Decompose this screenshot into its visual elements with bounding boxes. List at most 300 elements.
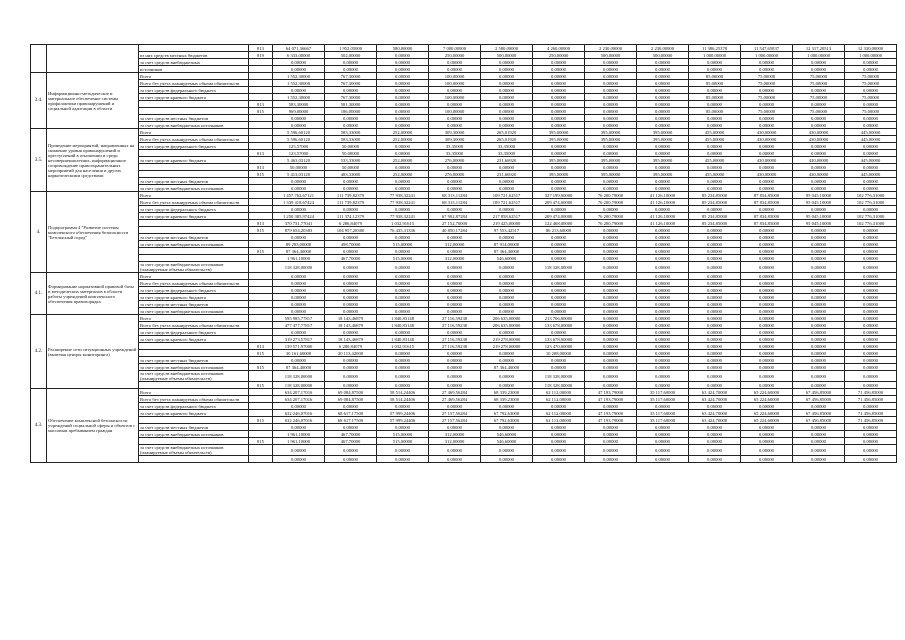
table-row — [31, 322, 897, 329]
amount-cell: 0,00000 — [325, 403, 377, 410]
amount-cell: 0,00000 — [585, 273, 637, 280]
amount-cell: 0,00000 — [689, 185, 741, 192]
budget-code-cell — [249, 357, 273, 364]
amount-cell: 0,00000 — [689, 280, 741, 287]
amount-cell: 0,00000 — [741, 262, 793, 273]
amount-cell: 0,00000 — [689, 371, 741, 382]
table-row — [31, 136, 897, 143]
amount-cell: 0,00000 — [533, 438, 585, 445]
table-row — [31, 417, 897, 424]
amount-cell: 0,00000 — [793, 185, 845, 192]
amount-cell: 0,00000 — [533, 403, 585, 410]
funding-source-cell: Всего — [139, 192, 249, 199]
amount-cell: 0,00000 — [533, 329, 585, 336]
amount-cell: 0,00000 — [793, 164, 845, 171]
amount-cell: 63 424,70000 — [689, 396, 741, 403]
amount-cell: 0,00000 — [481, 350, 533, 357]
amount-cell: 879 654,20383 — [273, 227, 325, 234]
amount-cell: 0,00000 — [793, 371, 845, 382]
budget-code-cell — [249, 329, 273, 336]
amount-cell: 0,00000 — [585, 87, 637, 94]
amount-cell: 312,00000 — [429, 438, 481, 445]
amount-cell: 0,00000 — [741, 241, 793, 248]
amount-cell: 0,00000 — [429, 424, 481, 431]
amount-cell: 467,70000 — [325, 255, 377, 262]
amount-cell: 0,00000 — [741, 280, 793, 287]
amount-cell: 1 457 762,67121 — [273, 192, 325, 199]
amount-cell: 47 193,79000 — [585, 396, 637, 403]
amount-cell: 41 126,10000 — [637, 199, 689, 206]
amount-cell: 0,00000 — [845, 273, 897, 280]
amount-cell: 69 084,87500 — [325, 396, 377, 403]
amount-cell: 0,00000 — [741, 150, 793, 157]
funding-source-cell: за счет средств внебюджетных источников — [139, 185, 249, 192]
amount-cell: 395,00000 — [533, 136, 585, 143]
amount-cell: 0,00000 — [845, 178, 897, 185]
funding-source-cell — [139, 456, 249, 463]
amount-cell: 0,00000 — [793, 438, 845, 445]
amount-cell: 5 413,03120 — [273, 171, 325, 178]
amount-cell: 0,00000 — [377, 59, 429, 66]
amount-cell: 0,00000 — [481, 329, 533, 336]
amount-cell: 209 474,00000 — [533, 213, 585, 220]
amount-cell: 515,00000 — [377, 241, 429, 248]
amount-cell: 0,00000 — [793, 66, 845, 73]
amount-cell: 87 364,40000 — [273, 248, 325, 255]
funding-source-cell: за счет средств внебюджетных источников — [139, 308, 249, 315]
amount-cell: 0,00000 — [845, 150, 897, 157]
funding-source-cell: источников — [139, 66, 249, 73]
amount-cell: 122 468,00000 — [533, 220, 585, 227]
activity-name-cell: Формирование нормативной правовой базы и методических материалов в области работы учреждений комплексного обеспечения правопорядка — [47, 273, 139, 315]
amount-cell: 634 207,17016 — [273, 396, 325, 403]
amount-cell: 0,00000 — [481, 294, 533, 301]
amount-cell: 62 112,00000 — [533, 417, 585, 424]
amount-cell: 85,00000 — [689, 80, 741, 87]
funding-source-cell: за счет средств краевого бюджета — [139, 213, 249, 220]
amount-cell: 0,00000 — [481, 262, 533, 273]
amount-cell: 0,00000 — [845, 87, 897, 94]
amount-cell: 0,00000 — [741, 164, 793, 171]
table-row — [31, 424, 897, 431]
amount-cell: 0,00000 — [637, 445, 689, 456]
amount-cell: 0,00000 — [533, 445, 585, 456]
amount-cell: 0,00000 — [741, 308, 793, 315]
amount-cell: 0,00000 — [793, 262, 845, 273]
table-row — [31, 192, 897, 199]
amount-cell: 0,00000 — [377, 280, 429, 287]
amount-cell: 64 071,36667 — [273, 45, 325, 52]
amount-cell: 0,00000 — [689, 301, 741, 308]
amount-cell: 231,66920 — [481, 157, 533, 164]
amount-cell: 0,00000 — [585, 66, 637, 73]
amount-cell: 250,00000 — [533, 52, 585, 59]
amount-cell: 0,00000 — [689, 424, 741, 431]
amount-cell: 57 999,24406 — [377, 417, 429, 424]
amount-cell: 0,00000 — [325, 364, 377, 371]
amount-cell: 0,00000 — [741, 234, 793, 241]
amount-cell: 0,00000 — [637, 343, 689, 350]
amount-cell: 395,00000 — [533, 129, 585, 136]
table-row — [31, 234, 897, 241]
activity-name-cell: Проведение мероприятий, направленных на снижение уровня правонарушений и преступлений в отношении и среди несовершеннолетних, информационное сопровождение правоохранительных мероприятий для населения и других наркотическими средствами — [47, 129, 139, 192]
amount-cell: 62 112,00000 — [533, 396, 585, 403]
amount-cell: 85 234,85000 — [689, 213, 741, 220]
amount-cell: 102 776,31000 — [845, 213, 897, 220]
amount-cell: 27 469,56284 — [429, 396, 481, 403]
amount-cell: 0,00000 — [845, 371, 897, 382]
budget-code-cell — [249, 287, 273, 294]
amount-cell: 0,00000 — [637, 280, 689, 287]
amount-cell: 483,33000 — [325, 171, 377, 178]
amount-cell: 0,00000 — [429, 371, 481, 382]
funding-source-cell: за счет средств краевого бюджета — [139, 294, 249, 301]
amount-cell: 0,00000 — [793, 87, 845, 94]
amount-cell: 0,00000 — [689, 445, 741, 456]
amount-cell: 0,00000 — [377, 52, 429, 59]
amount-cell: 20 113,42000 — [325, 350, 377, 357]
funding-source-cell: за счет средств местных бюджетов — [139, 424, 249, 431]
amount-cell: 0,00000 — [637, 438, 689, 445]
amount-cell: 0,00000 — [429, 122, 481, 129]
amount-cell: 0,00000 — [741, 456, 793, 463]
amount-cell: 0,00000 — [637, 115, 689, 122]
table-row — [31, 164, 897, 171]
amount-cell: 50,00000 — [325, 164, 377, 171]
amount-cell: 0,00000 — [429, 178, 481, 185]
amount-cell: 0,00000 — [533, 115, 585, 122]
amount-cell: 58 514,24406 — [377, 396, 429, 403]
amount-cell: 58 514,24406 — [377, 389, 429, 396]
amount-cell: 0,00000 — [845, 122, 897, 129]
amount-cell: 319 273,57817 — [273, 336, 325, 343]
amount-cell: 430,00000 — [741, 136, 793, 143]
budget-code-cell — [249, 424, 273, 431]
amount-cell: 1 840,83148 — [377, 322, 429, 329]
amount-cell: 125,57000 — [273, 143, 325, 150]
amount-cell: 85,00000 — [689, 108, 741, 115]
amount-cell: 85 234,85000 — [689, 220, 741, 227]
amount-cell: 0,00000 — [689, 364, 741, 371]
amount-cell: 0,00000 — [793, 431, 845, 438]
amount-cell: 0,00000 — [793, 143, 845, 150]
budget-code-cell: 815 — [249, 382, 273, 389]
amount-cell: 1 961,10000 — [273, 438, 325, 445]
funding-source-cell: за счет средств внебюджетных источников (планируемые объемы обязательств) — [139, 262, 249, 273]
budget-code-cell — [249, 115, 273, 122]
amount-cell: 0,00000 — [741, 445, 793, 456]
amount-cell: 1 339 418,67424 — [273, 199, 325, 206]
amount-cell: 250,00000 — [429, 52, 481, 59]
amount-cell: 0,00000 — [637, 59, 689, 66]
amount-cell: 0,00000 — [585, 108, 637, 115]
amount-cell: 0,00000 — [689, 403, 741, 410]
amount-cell: 0,00000 — [637, 248, 689, 255]
amount-cell: 445,00000 — [845, 136, 897, 143]
amount-cell: 0,00000 — [325, 185, 377, 192]
table-row — [31, 431, 897, 438]
amount-cell: 63 424,70000 — [689, 417, 741, 424]
table-row — [31, 371, 897, 382]
funding-source-cell: за счет средств внебюджетных источников — [139, 122, 249, 129]
amount-cell: 0,00000 — [741, 438, 793, 445]
amount-cell: 0,00000 — [741, 206, 793, 213]
budget-code-cell — [249, 280, 273, 287]
amount-cell: 546,60000 — [481, 438, 533, 445]
amount-cell: 133 678,00000 — [533, 322, 585, 329]
amount-cell: 0,00000 — [793, 315, 845, 322]
amount-cell: 0,00000 — [585, 185, 637, 192]
amount-cell: 0,00000 — [325, 371, 377, 382]
amount-cell: 118 328,00000 — [273, 382, 325, 389]
amount-cell: 0,00000 — [845, 350, 897, 357]
amount-cell: 0,00000 — [533, 185, 585, 192]
amount-cell: 0,00000 — [377, 329, 429, 336]
amount-cell: 0,00000 — [429, 66, 481, 73]
amount-cell: 0,00000 — [689, 357, 741, 364]
table-row — [31, 115, 897, 122]
amount-cell: 0,00000 — [637, 273, 689, 280]
amount-cell: 0,00000 — [637, 206, 689, 213]
amount-cell: 75,00000 — [845, 80, 897, 87]
amount-cell: 0,00000 — [377, 301, 429, 308]
amount-cell: 1 000,00000 — [741, 52, 793, 59]
amount-cell: 231,66920 — [481, 171, 533, 178]
amount-cell: 27 157,56284 — [429, 417, 481, 424]
amount-cell: 395,00000 — [585, 136, 637, 143]
funding-source-cell: за счет средств федерального бюджета — [139, 329, 249, 336]
amount-cell: 109 721,62517 — [481, 192, 533, 199]
amount-cell: 219 425,00000 — [481, 220, 533, 227]
amount-cell: 87 364,40000 — [481, 248, 533, 255]
amount-cell: 0,00000 — [377, 164, 429, 171]
amount-cell: 0,00000 — [429, 248, 481, 255]
funding-source-cell: за счет средств федерального бюджета — [139, 87, 249, 94]
amount-cell: 65 224,60000 — [741, 389, 793, 396]
amount-cell: 632 246,07016 — [273, 410, 325, 417]
amount-cell: 0,00000 — [689, 178, 741, 185]
amount-cell: 455,00000 — [689, 157, 741, 164]
amount-cell: 0,00000 — [689, 227, 741, 234]
amount-cell: 583,33000 — [325, 136, 377, 143]
amount-cell: 86 213,60000 — [533, 227, 585, 234]
amount-cell: 0,00000 — [325, 122, 377, 129]
amount-cell: 0,00000 — [689, 262, 741, 273]
table-row — [31, 308, 897, 315]
amount-cell: 0,00000 — [533, 80, 585, 87]
amount-cell: 62 112,00000 — [533, 410, 585, 417]
budget-code-cell — [249, 157, 273, 164]
amount-cell: 0,00000 — [429, 206, 481, 213]
amount-cell: 0,00000 — [273, 122, 325, 129]
amount-cell: 0,00000 — [481, 371, 533, 382]
amount-cell: 75,00000 — [845, 73, 897, 80]
amount-cell: 0,00000 — [637, 336, 689, 343]
amount-cell: 75,00000 — [793, 108, 845, 115]
funding-source-cell: из них средств местных бюджетов — [139, 52, 249, 59]
budget-code-cell — [249, 192, 273, 199]
amount-cell: 0,00000 — [585, 241, 637, 248]
amount-cell: 0,00000 — [585, 343, 637, 350]
table-row — [31, 255, 897, 262]
amount-cell: 0,00000 — [481, 87, 533, 94]
amount-cell: 75,00000 — [845, 108, 897, 115]
budget-code-cell: 815 — [249, 227, 273, 234]
amount-cell: 0,00000 — [533, 178, 585, 185]
amount-cell: 0,00000 — [585, 178, 637, 185]
amount-cell: 0,00000 — [741, 143, 793, 150]
amount-cell: 583,33000 — [325, 129, 377, 136]
budget-code-cell — [249, 308, 273, 315]
amount-cell: 87 364,40000 — [481, 364, 533, 371]
amount-cell: 767,30000 — [325, 80, 377, 87]
amount-cell: 0,00000 — [689, 438, 741, 445]
amount-cell: 395,00000 — [585, 157, 637, 164]
funding-source-cell — [139, 382, 249, 389]
amount-cell: 0,00000 — [377, 456, 429, 463]
amount-cell: 217 858,62517 — [481, 213, 533, 220]
amount-cell: 0,00000 — [637, 150, 689, 157]
amount-cell: 206 635,00000 — [481, 322, 533, 329]
budget-code-cell — [249, 371, 273, 382]
funding-source-cell: Всего без учета планируемых объема обязательств — [139, 136, 249, 143]
amount-cell: 0,00000 — [741, 371, 793, 382]
amount-cell: 632 246,07016 — [273, 417, 325, 424]
amount-cell: 0,00000 — [533, 94, 585, 101]
amount-cell: 0,00000 — [845, 59, 897, 66]
amount-cell: 0,00000 — [481, 164, 533, 171]
amount-cell: 0,00000 — [273, 273, 325, 280]
amount-cell: 0,00000 — [481, 280, 533, 287]
funding-source-cell: Всего без учета планируемых объема обязательств — [139, 280, 249, 287]
amount-cell: 85 234,85000 — [689, 199, 741, 206]
budget-code-cell: 819 — [249, 52, 273, 59]
budget-code-cell — [249, 87, 273, 94]
amount-cell: 0,00000 — [637, 329, 689, 336]
amount-cell: 118 328,00000 — [273, 371, 325, 382]
amount-cell: 0,00000 — [741, 403, 793, 410]
amount-cell: 0,00000 — [689, 59, 741, 66]
amount-cell: 0,00000 — [793, 234, 845, 241]
amount-cell: 95 045,10000 — [793, 213, 845, 220]
amount-cell: 0,00000 — [585, 329, 637, 336]
table-row — [31, 403, 897, 410]
amount-cell: 0,00000 — [585, 234, 637, 241]
budget-code-cell — [249, 94, 273, 101]
amount-cell: 75,00000 — [793, 73, 845, 80]
amount-cell: 0,00000 — [689, 66, 741, 73]
amount-cell: 100,00000 — [429, 73, 481, 80]
amount-cell: 57 999,24406 — [377, 410, 429, 417]
amount-cell: 0,00000 — [533, 234, 585, 241]
amount-cell: 0,00000 — [377, 143, 429, 150]
funding-source-cell: за счет средств краевого бюджета — [139, 410, 249, 417]
budget-code-cell — [249, 294, 273, 301]
amount-cell: 0,00000 — [533, 66, 585, 73]
table-row — [31, 280, 897, 287]
amount-cell: 0,00000 — [325, 262, 377, 273]
amount-cell: 0,00000 — [481, 287, 533, 294]
budget-code-cell: 815 — [249, 248, 273, 255]
budget-code-cell — [249, 445, 273, 456]
table-row — [31, 273, 897, 280]
amount-cell: 1 000,00000 — [793, 52, 845, 59]
amount-cell: 0,00000 — [741, 294, 793, 301]
amount-cell: 0,00000 — [377, 234, 429, 241]
amount-cell: 0,00000 — [793, 424, 845, 431]
amount-cell: 395,00000 — [637, 136, 689, 143]
amount-cell: 47 193,79000 — [585, 410, 637, 417]
amount-cell: 0,00000 — [533, 248, 585, 255]
amount-cell: 77 938,32241 — [377, 192, 429, 199]
amount-cell: 0,00000 — [637, 262, 689, 273]
amount-cell: 109 721,62517 — [481, 199, 533, 206]
funding-source-cell: за счет средств краевого бюджета — [139, 94, 249, 101]
budget-code-cell: 815 — [249, 438, 273, 445]
amount-cell: 500,00000 — [481, 52, 533, 59]
amount-cell: 40 850,17284 — [429, 227, 481, 234]
budget-code-cell — [249, 73, 273, 80]
amount-cell: 0,00000 — [585, 364, 637, 371]
amount-cell: 76 200,79000 — [585, 213, 637, 220]
table-row — [31, 171, 897, 178]
amount-cell: 0,00000 — [689, 101, 741, 108]
amount-cell: 75,00000 — [793, 80, 845, 87]
amount-cell: 0,00000 — [637, 101, 689, 108]
activity-name-cell: Расширение сети ситуационных учреждений (включая центры мониторинга) — [47, 315, 139, 389]
amount-cell: 118 328,00000 — [533, 382, 585, 389]
amount-cell: 1 000,00000 — [689, 52, 741, 59]
amount-cell: 370 731,77041 — [273, 220, 325, 227]
amount-cell: 0,00000 — [793, 287, 845, 294]
amount-cell: 0,00000 — [741, 255, 793, 262]
amount-cell: 0,00000 — [845, 438, 897, 445]
budget-code-cell: 813 — [249, 150, 273, 157]
table-row — [31, 206, 897, 213]
amount-cell: 33,35000 — [429, 143, 481, 150]
amount-cell: 95 045,10000 — [793, 199, 845, 206]
funding-source-cell: за счет средств федерального бюджета — [139, 287, 249, 294]
table-row — [31, 45, 897, 52]
amount-cell: 95 045,10000 — [793, 220, 845, 227]
budget-code-cell — [249, 241, 273, 248]
amount-cell: 0,00000 — [273, 87, 325, 94]
amount-cell: 0,00000 — [377, 403, 429, 410]
amount-cell: 430,00000 — [741, 129, 793, 136]
amount-cell: 0,00000 — [273, 234, 325, 241]
amount-cell: 0,00000 — [585, 206, 637, 213]
amount-cell: 0,00000 — [429, 445, 481, 456]
amount-cell: 0,00000 — [637, 87, 689, 94]
table-row — [31, 129, 897, 136]
amount-cell: 0,00000 — [637, 122, 689, 129]
amount-cell: 0,00000 — [845, 322, 897, 329]
amount-cell: 1 552,30000 — [273, 94, 325, 101]
amount-cell: 139 571,97000 — [273, 343, 325, 350]
funding-source-cell — [139, 220, 249, 227]
amount-cell: 515,00000 — [377, 255, 429, 262]
amount-cell: 0,00000 — [689, 322, 741, 329]
amount-cell: 123 470,00000 — [533, 343, 585, 350]
amount-cell: 0,00000 — [429, 185, 481, 192]
amount-cell: 0,00000 — [533, 255, 585, 262]
amount-cell: 0,00000 — [481, 273, 533, 280]
amount-cell: 0,00000 — [689, 308, 741, 315]
amount-cell: 0,00000 — [325, 287, 377, 294]
amount-cell: 0,00000 — [689, 350, 741, 357]
amount-cell: 0,00000 — [689, 456, 741, 463]
budget-code-cell — [249, 315, 273, 322]
